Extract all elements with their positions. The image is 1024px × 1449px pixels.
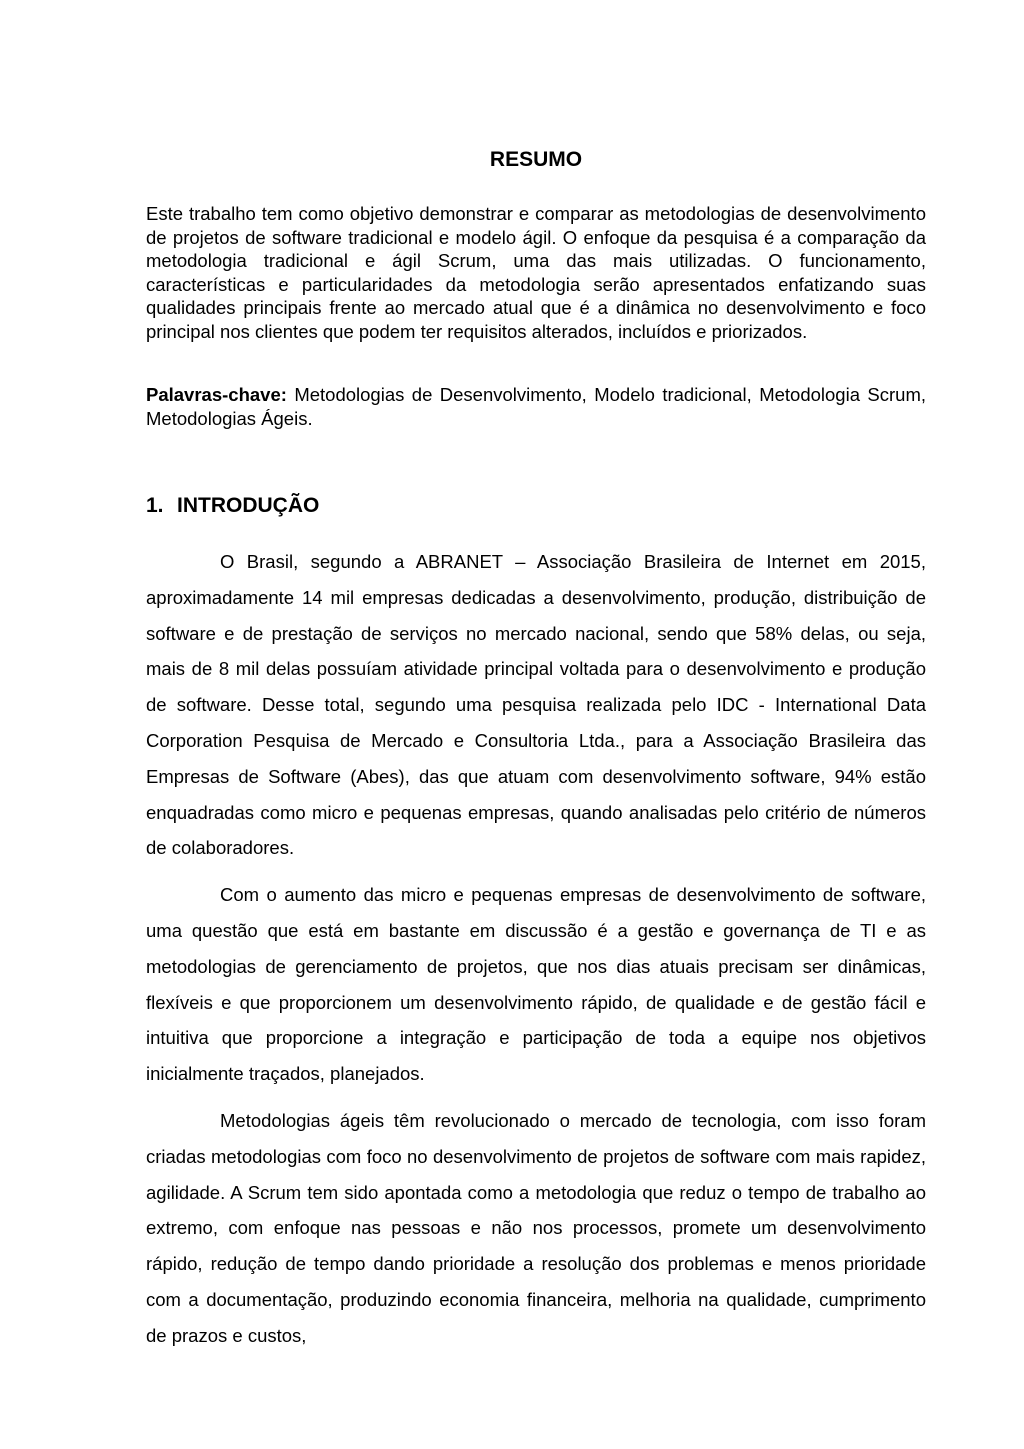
abstract-text: Este trabalho tem como objetivo demonstrar e comparar as metodologias de desenvolvimento de projetos de software tradicional e modelo ágil. O enfoque da pesquisa é a comparação da metodologia tradicional e ágil Scrum, uma das mais utilizadas. O funcionamento, características e particularidades da metodologia serão apresentados enfatizando suas qualidades principais frente ao mercado atual que é a dinâmica no desenvolvimento e foco principal nos clientes que podem ter requisitos alterados, incluídos e priorizados. [146,203,926,342]
section-body [146,544,926,1365]
abstract-title: RESUMO [489,148,583,171]
keywords [146,383,926,430]
paragraph: Com o aumento das micro e pequenas empresas de desenvolvimento de software, uma questão que está em bastante em discussão é a gestão e governança de TI e as metodologias de gerenciamento de projetos, que nos dias atuais precisam ser dinâmicas, flexíveis e que proporcionem um desenvolvimento rápido, de qualidade e de gestão fácil e intuitiva que proporcione a integração e participação de toda a equipe nos objetivos inicialmente traçados, planejados. [146,884,926,1085]
section-title: INTRODUÇÃO [177,494,320,517]
keywords-label: Palavras-chave: [146,384,287,405]
paragraph: Metodologias ágeis têm revolucionado o mercado de tecnologia, com isso foram criadas metodologias com foco no desenvolvimento de projetos de software com mais rapidez, agilidade. A Scrum tem sido apontada como a metodologia que reduz o tempo de trabalho ao extremo, com enfoque nas pessoas e não nos processos, promete um desenvolvimento rápido, redução de tempo dando prioridade a resolução dos problemas e menos prioridade com a documentação, produzindo economia financeira, melhoria na qualidade, cumprimento de prazos e custos, [146,1109,926,1346]
section-number: 1. [146,494,164,517]
section-heading [146,493,926,519]
keywords-text: Metodologias de Desenvolvimento, Modelo tradicional, Metodologia Scrum, Metodologias Ágeis. [146,384,926,429]
paragraph: O Brasil, segundo a ABRANET – Associação Brasileira de Internet em 2015, aproximadamente 14 mil empresas dedicadas a desenvolvimento, produção, distribuição de software e de prestação de serviços no mercado nacional, sendo que 58% delas, ou seja, mais de 8 mil delas possuíam atividade principal voltada para o desenvolvimento e produção de software. Desse total, segundo uma pesquisa realizada pelo IDC - International Data Corporation Pesquisa de Mercado e Consultoria Ltda., para a Associação Brasileira das Empresas de Software (Abes), das que atuam com desenvolvimento software, 94% estão enquadradas como micro e pequenas empresas, quando analisadas pelo critério de números de colaboradores. [146,551,926,859]
